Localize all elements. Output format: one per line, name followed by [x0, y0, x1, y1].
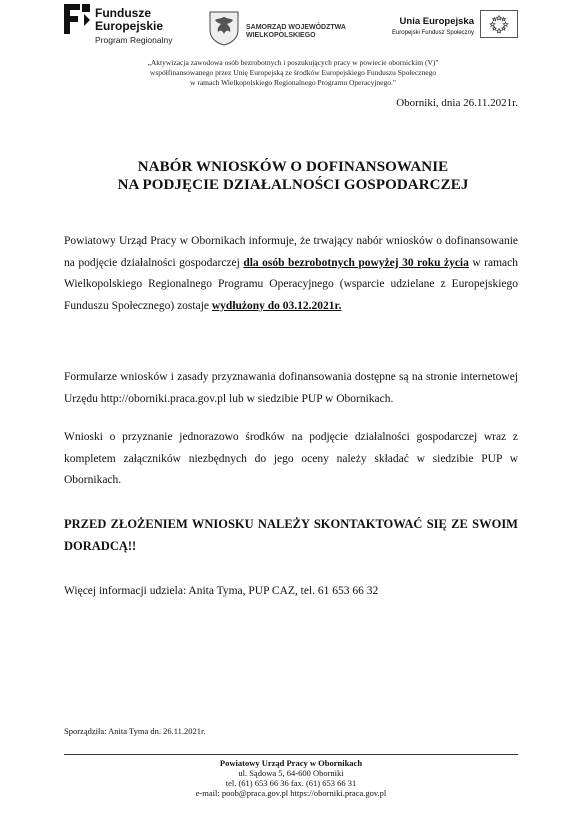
paragraph1-emphasis-deadline: wydłużony do 03.12.2021r. — [211, 299, 342, 312]
title-line2: NA PODJĘCIE DZIAŁALNOŚCI GOSPODARCZEJ — [117, 177, 469, 193]
project-line1: „Aktywizacja zawodowa osób bezrobotnych i poszukujących pracy w powiecie obornickim (V)" — [147, 58, 439, 67]
footer — [64, 758, 518, 798]
footer-contact: e-mail: poob@praca.gov.pl https://oborniki.praca.gov.pl — [195, 788, 387, 798]
footer-address: ul. Sądowa 5, 64-600 Oborniki — [238, 768, 344, 778]
paragraph-submission: Wnioski o przyznanie jednorazowo środków na podjęcie działalności gospodarczej wraz z kompletem załączników niezbędnych do jego oceny należy składać w siedzibie PUP w Obornikach. — [64, 431, 518, 486]
fundusze-europejskie-logo — [64, 4, 184, 48]
fe-logo-line2: Europejskie — [95, 19, 164, 33]
paragraph-forms: Formularze wniosków i zasady przyznawania dofinansowania dostępne są na stronie internetowej Urzędu http://oborniki.praca.gov.pl lub w siedzibie PUP w Obornikach. — [64, 371, 518, 405]
title-line1: NABÓR WNIOSKÓW O DOFINANSOWANIE — [137, 159, 449, 175]
prepared-by: Sporządziła: Anita Tyma dn. 26.11.2021r. — [64, 726, 206, 736]
paragraph1-text-a: Powiatowy Urząd Pracy w Obornikach informuje, że trwający nabór wniosków o dofinansowanie na podjęcie działalności gospodarczej — [64, 235, 518, 269]
wielkopolska-logo — [208, 10, 358, 50]
document-title — [60, 158, 526, 194]
paragraph-advisor-notice: PRZED ZŁOŻENIEM WNIOSKU NALEŻY SKONTAKTOWAĆ SIĘ ZE SWOIM DORADCĄ!! — [64, 517, 518, 553]
footer-office-name: Powiatowy Urząd Pracy w Obornikach — [219, 758, 363, 768]
fundusze-europejskie-icon — [64, 4, 90, 34]
wlkp-logo-line1: SAMORZĄD WOJEWÓDZTWA — [246, 24, 346, 31]
project-description — [80, 58, 506, 88]
document-date: Oborniki, dnia 26.11.2021r. — [396, 97, 518, 109]
project-line2: współfinansowanego przez Unię Europejską ze środków Europejskiego Funduszu Społecznego — [149, 68, 437, 77]
footer-divider — [64, 754, 518, 755]
eagle-crest-icon — [208, 10, 240, 46]
paragraph-contact-info: Więcej informacji udziela: Anita Tyma, PUP CAZ, tel. 61 653 66 32 — [64, 585, 379, 597]
paragraph-announcement — [64, 231, 518, 317]
paragraph1-text-b: w ramach Wielkopolskiego Regionalnego Programu Operacyjnego (wsparcie udzielane z Europejskiego Funduszu Społecznego) zostaje — [64, 256, 518, 312]
ue-logo-line1: Unia Europejska — [399, 16, 474, 27]
unia-europejska-logo — [368, 10, 518, 46]
wlkp-logo-line2: WIELKOPOLSKIEGO — [246, 32, 316, 39]
footer-phone: tel. (61) 653 66 36 fax. (61) 653 66 31 — [225, 778, 357, 788]
fe-logo-line3: Program Regionalny — [95, 35, 173, 45]
eu-flag-icon — [480, 10, 518, 38]
project-line3: w ramach Wielkopolskiego Regionalnego Programu Operacyjnego." — [190, 78, 396, 87]
paragraph1-emphasis-target-group: dla osób bezrobotnych powyżej 30 roku życia — [243, 256, 469, 269]
ue-logo-line2: Europejski Fundusz Społeczny — [391, 30, 474, 36]
fe-logo-line1: Fundusze — [95, 6, 151, 20]
